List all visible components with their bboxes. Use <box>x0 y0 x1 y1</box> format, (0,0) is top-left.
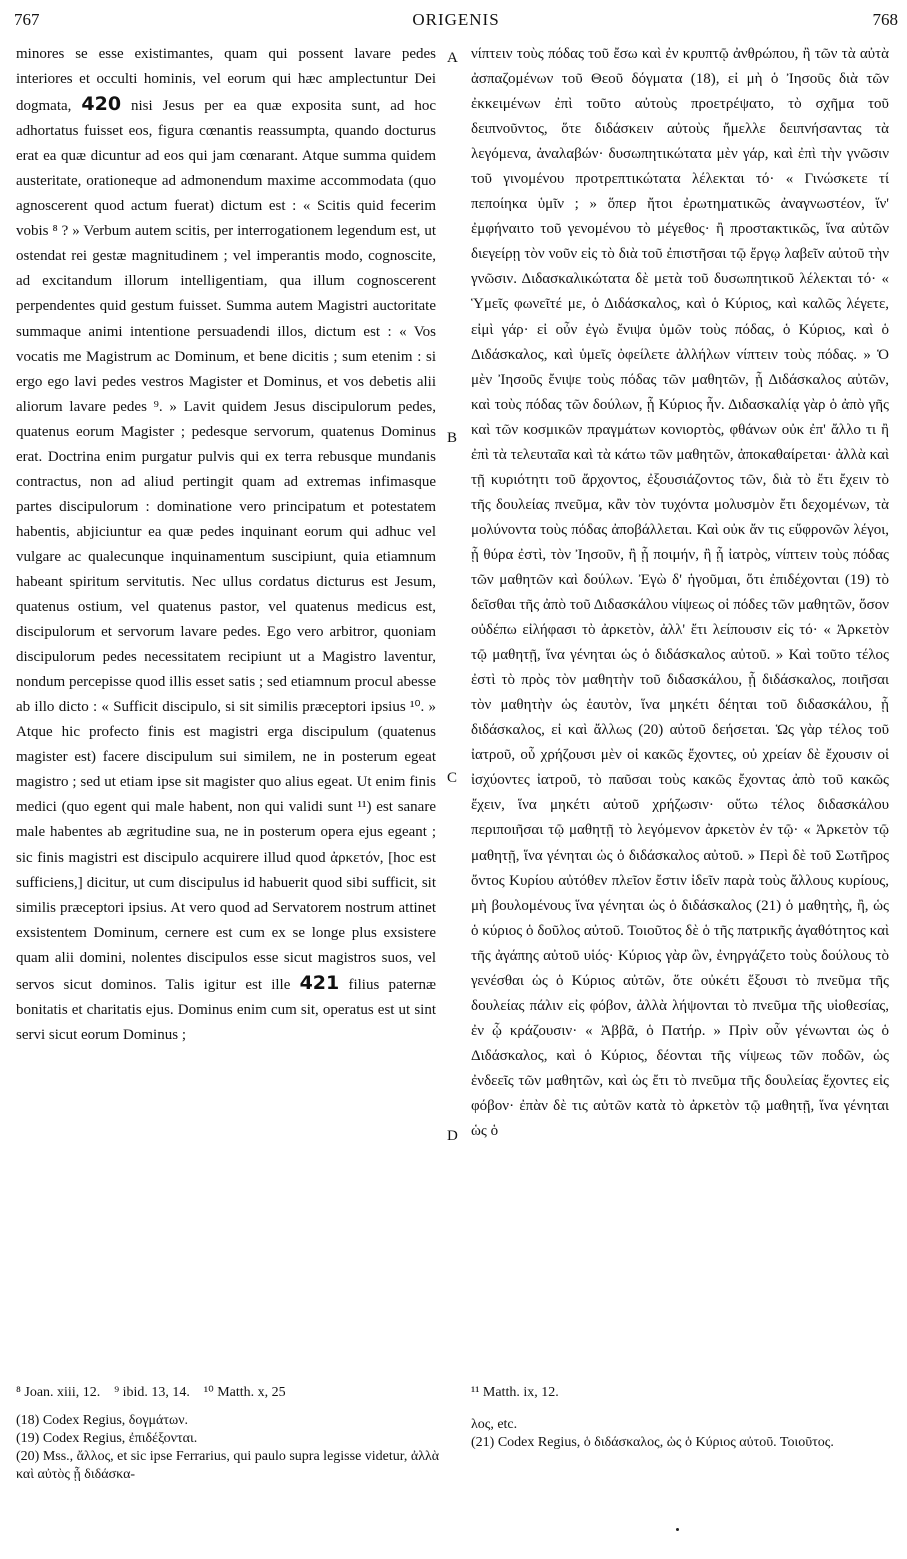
footnote-8: ⁸ Joan. xiii, 12. <box>16 1385 101 1400</box>
scripture-references <box>16 1384 441 1402</box>
section-marker-a: A <box>447 50 458 66</box>
footnote-20: (20) Mss., ἄλλος, et sic ipse Ferrarius, qui paulo supra legisse videtur, ἀλλὰ καὶ αὐτὸς ᾗ διδάσκα- <box>16 1449 440 1482</box>
footnote-21: (21) Codex Regius, ὁ διδάσκαλος, ὡς ὁ Κύριος αὐτοῦ. Τοιοῦτος. <box>471 1435 834 1450</box>
column-number-421: 421 <box>299 971 340 994</box>
latin-text-part-2: nisi Jesus per ea quæ exposita sunt, ad hoc adhortatus fuisset eos, figura cœnantis reassumpta, quando docturus erat ea quæ dicuntur ad eos qui jam cœnarant. Atque summa quidem austeritate, orationeque ad admonendum maxime accommodata (quo agnoscerent quod actum fuerat) dictum est : « Scitis quid fecerim vobis ⁸ ? » Verbum autem scitis, per interrogationem legendum est, ut ostendat rei gestæ magnitudinem ; vel imperantis modo, cognoscite, ad excitandum illorum intelligentiam, qua illum cognoscerent perpendentes quid gestum fuisset. Summa autem Magistri auctoritate summaque animi intentione persuadendi illos, dictum est : « Vos vocatis me Magistrum ac Dominum, et bene dicitis ; sum etenim : si ergo ego lavi pedes vestros Magister et Dominus, et vos debetis alii aliorum lavare pedes ⁹. » Lavit quidem Jesus discipulorum pedes, quatenus eorum Magister ; pedesque servorum, quatenus Dominus erat. Doctrina enim purgatur pulvis qui ex terra rebusque mundanis contractus, non ad aliud pertingit quam ad extremas infimasque partes discipulorum : dominatione vero principatum et potestatem habentis, abjiciuntur ea quæ pedes inquinant eorum qui adhuc vel vulgare ac qualecunque inquinamentum suscipiunt, quia etiamnum habeant spiritum servitutis. Nec ullus cordatus dicturus est Jesum, quatenus ostium, vel quatenus pastor, vel quatenus medicus est, discipulorum et servorum lavare pedes. Ego vero arbitror, quoniam discipulorum pedes necessitatem recipiunt ut a Magistro laventur, nondum percepisse quod illis esset satis ; sed etiamnum procul abesse ab illo dicto : « Sufficit discipulo, si sit similis præceptori ipsius ¹⁰. » Atque hic profecto finis est magistri erga discipulum (quatenus magister est) facere discipulum sui similem, ne in posterum egeat magistro ; sed ut etiam ipse sit magister quo alius egeat. Ut enim finis medici (quo egent qui male habent, non qui validi sunt ¹¹) est sanare male habentes ab ægritudine sua, ne in posterum opera ejus egeant ; sic finis magistri est discipulo acquirere illud quod ἀρκετόν, [hoc est sufficiens,] dicitur, ut cum discipulus id habuerit quod sibi sufficit, sit similis præceptori ipsius. At vero quod ad Servatorem nostrum attinet exsistentem Dominum, cernere est cum ex se longe plus exsistere quam alii domini, nolentes discipulos esse sicut magistros suos, vel servos sicut dominos. Talis igitur est ille <box>16 98 436 993</box>
footnote-10: ¹⁰ Matth. x, 25 <box>203 1385 286 1400</box>
footnote-18: (18) Codex Regius, δογμάτων. <box>16 1413 189 1428</box>
page-number-left: 767 <box>14 10 40 29</box>
section-marker-c: C <box>447 770 458 786</box>
footnote-11: ¹¹ Matth. ix, 12. <box>471 1385 559 1400</box>
column-number-420: 420 <box>81 93 122 116</box>
latin-text <box>16 42 436 1048</box>
section-marker-b: B <box>447 430 458 446</box>
greek-column <box>471 42 889 1372</box>
footnote-20-continuation: λος, etc. <box>471 1417 518 1432</box>
page-number-right: 768 <box>872 10 898 29</box>
page-header <box>14 10 898 34</box>
latin-text-part-1: minores se esse existimantes, quam qui possent lavare pedes interiores et occulti hominis, vel eorum qui hæc amplectuntur Dei dogmata, <box>16 46 436 115</box>
section-marker-d: D <box>447 1128 458 1144</box>
footnotes-left <box>16 1384 441 1484</box>
latin-column <box>16 42 436 1372</box>
footnotes-right <box>471 1384 891 1452</box>
running-title: ORIGENIS <box>412 10 500 29</box>
greek-text: νίπτειν τοὺς πόδας τοῦ ἔσω καὶ ἐν κρυπτῷ ἀνθρώπου, ἢ τῶν τὰ αὐτὰ ἀσπαζομένων τοῦ Θεοῦ δόγματα (18), εἰ μὴ ὁ Ἰησοῦς διὰ τῶν ἐκκειμένων ἐπὶ τοῦτο αὐτοὺς προετρέψατο, τὸ σχῆμα τοῦ δειπνοῦντος, ὅτε διδάσκειν αὐτοὺς ἤμελλε δειπνήσαντας τὰ λεγόμενα, ἀναλαβών· δυσωπητικώτατα μὲν γάρ, καὶ ἐπὶ τὴν γνῶσιν τοῦ γινομένου προτρεπτικώτατα λέλεκται τό· « Γινώσκετε τί πεποίηκα ὑμῖν ; » ὅπερ ἤτοι ἐρωτηματικῶς ἀναγνωστέον, ἵν' ἐμφήναιτο τοῦ γενομένου τὸ μέγεθος· ἢ προστακτικῶς, ἵνα αὐτῶν διεγείρῃ τὸν νοῦν εἰς τὸ διὰ τοῦ ἐπιστῆσαι τῷ ἔργῳ λαβεῖν αὐτοῦ τὴν γνῶσιν. Διδασκαλικώτατα δὲ μετὰ τοῦ δυσωπητικοῦ λέλεκται τό· « Ὑμεῖς φωνεῖτέ με, ὁ Διδάσκαλος, καὶ ὁ Κύριος, καὶ καλῶς λέγετε, εἰμὶ γάρ· εἰ οὖν ἐγὼ ἔνιψα ὑμῶν τοὺς πόδας, ὁ Κύριος, καὶ ὁ Διδάσκαλος, καὶ ὑμεῖς ὀφείλετε ἀλλήλων νίπτειν τοὺς πόδας. » Ὁ μὲν Ἰησοῦς ἔνιψε τοὺς πόδας τῶν μαθητῶν, ᾗ Διδάσκαλος αὐτῶν, καὶ τοὺς πόδας τῶν δούλων, ᾗ Κύριος ἦν. Διδασκαλίᾳ γὰρ ὁ ἀπὸ γῆς καὶ τῶν κοσμικῶν πραγμάτων κονιορτὸς, φθάνων οὐκ ἐπ' ἄλλο τι ἢ ἐπὶ τὰ τελευταῖα καὶ τὰ κάτω τῶν μαθητῶν, ἀποκαθαίρεται· ἀλλὰ καὶ τῇ κυριότητι τοῦ ἄρχοντος, ἐξουσιάζοντος τῶν, διὰ τὸ ἔτι ἔχειν τὸ τῆς δουλείας πνεῦμα, κἂν τὸν τυχόντα μολυσμὸν ἔτι δεχομένων, τὰ μολύνοντα τοὺς πόδας ἀποβάλλεται. Καὶ οὐκ ἄν τις εὔφρονῶν λέγοι, ᾗ θύρα ἐστὶ, τὸν Ἰησοῦν, ἢ ᾗ ποιμήν, ἢ ᾗ ἰατρὸς, νίπτειν τοὺς πόδας τῶν μαθητῶν καὶ δούλων. Ἐγὼ δ' ἡγοῦμαι, ὅτι ἐπιδέχονται (19) τὸ δεῖσθαι τῆς ἀπὸ τοῦ Διδασκάλου νίψεως οἱ πόδες τῶν μαθητῶν, ὅσον οὐδέπω εἰλήφασι τὸ ἀρκετὸν, ἀλλ' ἔτι λείπουσιν εἰς τό· « Ἀρκετὸν τῷ μαθητῇ, ἵνα γένηται ὡς ὁ διδάσκαλος αὐτοῦ. » Καὶ τοῦτο τέλος ἐστὶ τὸ πρὸς τὸν μαθητὴν τοῦ διδασκάλου, ᾗ διδάσκαλος, ποιῆσαι τὸν μαθητὴν ὡς ἑαυτὸν, ἵνα μηκέτι δέηται τοῦ διδασκάλου, ᾗ διδάσκαλος, εἰ καὶ ἄλλως (20) αὐτοῦ δεήσεται. Ὡς γὰρ τέλος τοῦ ἰατροῦ, οὗ χρήζουσι μὲν οἱ κακῶς ἔχοντες, οὐ χρείαν δὲ ἔχουσιν οἱ ἰσχύοντες ἰατροῦ, τὸ παῦσαι τοὺς κακῶς ἔχοντας ἀπὸ τοῦ κακῶς ἔχειν, ἵνα μηκέτι αὐτοῦ χρήζωσιν· οὕτω τέλος διδασκάλου περιποιῆσαι τῷ μαθητῇ τὸ λεγόμενον ἀρκετὸν ἐν τῷ· « Ἀρκετὸν τῷ μαθητῇ, ἵνα γένηται ὡς ὁ διδάσκαλος αὐτοῦ. » Περὶ δὲ τοῦ Σωτῆρος ὄντος Κυρίου αὐτόθεν πλεῖον ἔστιν ἰδεῖν παρὰ τοὺς ἄλλους κυρίους, μὴ βουλομένους ἵνα γένηται ὡς ὁ διδάσκαλος (21) ὁ μαθητὴς, ἢ, ὡς ὁ κύριος ὁ δοῦλος αὐτοῦ. Τοιοῦτος δὲ ὁ τῆς πατρικῆς ἀγαθότητος καὶ τῆς ἀγάπης αὐτοῦ υἱός· Κύριος γὰρ ὢν, ἐνηργάζετο τοὺς δούλους τὸ γενέσθαι ὡς ὁ Κύριος αὐτῶν, ὅτε οὐκέτι ἕξουσι τὸ πνεῦμα τῆς δουλείας πάλιν εἰς φόβον, ἀλλὰ λήψονται τὸ πνεῦμα τῆς υἱοθεσίας, ἐν ᾧ κράζουσιν· « Ἀββᾶ, ὁ Πατήρ. » Πρὶν οὖν γένωνται ὡς ὁ Διδάσκαλος, καὶ ὁ Κύριος, δέονται τῆς νίψεως τῶν ποδῶν, ὡς ἐνδεεῖς τῶν μαθητῶν, καὶ ὡς ἔτι τὸ πνεῦμα τῆς δουλείας ἔχοντες εἰς φόβον· ἐπὰν δὲ τις αὐτῶν κατὰ τὸ ἀρκετὸν τῷ μαθητῇ, ἵνα γένηται ὡς ὁ <box>471 46 889 1140</box>
footnote-9: ⁹ ibid. 13, 14. <box>114 1385 190 1400</box>
ink-dot <box>676 1528 679 1531</box>
latin-text-part-3: filius paternæ bonitatis et charitatis ejus. Dominus enim cum sit, operatus est ut sint servi sicut eorum Dominus ; <box>16 976 436 1043</box>
footnote-19: (19) Codex Regius, ἐπιδέξονται. <box>16 1431 198 1446</box>
